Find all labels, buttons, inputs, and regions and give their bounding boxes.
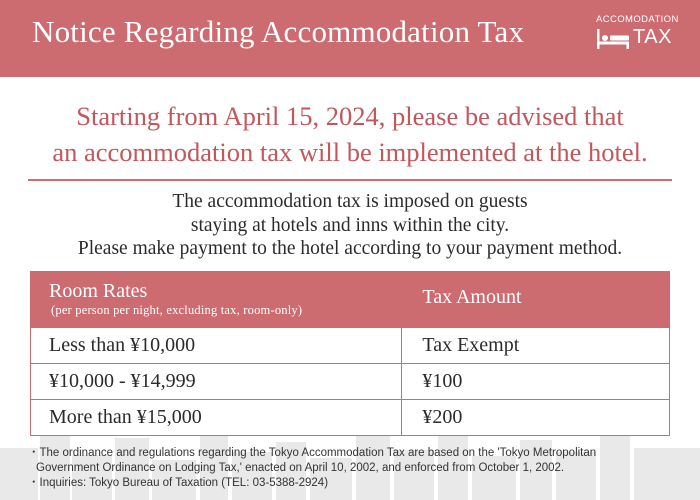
headline-line-2: an accommodation tax will be implemented at the hotel. [52,137,648,167]
room-rates-header-note: (per person per night, excluding tax, room-only) [51,302,303,317]
room-rates-header-label: Room Rates [49,279,148,302]
table-row [31,364,670,400]
accommodation-tax-badge [596,14,679,50]
table-row [31,400,670,436]
intro-line-1: The accommodation tax is imposed on guests [172,191,528,212]
footnote-inquiries: ・Inquiries: Tokyo Bureau of Taxation (TEL: 03-5388-2924) [28,477,329,489]
badge-top-label: ACCOMODATION [596,14,679,25]
footnotes [28,446,688,491]
notice-title: Notice Regarding Accommodation Tax [32,14,525,49]
headline-line-1: Starting from April 15, 2024, please be advised that [76,101,624,131]
tax-rate-table [30,271,670,436]
room-rate-cell: More than ¥15,000 [31,400,402,436]
room-rates-header [31,272,402,328]
table-header-row [31,272,670,328]
bed-icon [596,29,630,49]
intro-line-2: staying at hotels and inns within the city. [190,214,510,236]
tax-amount-cell: Tax Exempt [402,328,670,364]
section-divider [28,179,672,181]
intro-line-3: Please make payment to the hotel according to your payment method. [77,238,623,259]
announcement-headline [0,98,700,170]
intro-paragraph [0,190,700,261]
tax-amount-header: Tax Amount [402,272,670,328]
table-row [31,328,670,364]
tax-amount-cell: ¥200 [402,400,670,436]
room-rate-cell: ¥10,000 - ¥14,999 [31,364,402,400]
footnote-ordinance-line-2: Government Ordinance on Lodging Tax,' enacted on April 10, 2002, and enforced from October 1, 2002. [36,462,565,474]
room-rate-cell: Less than ¥10,000 [31,328,402,364]
footnote-ordinance-line-1: ・The ordinance and regulations regarding the Tokyo Accommodation Tax are based on the 'Tokyo Metropolitan [28,447,597,459]
notice-header-banner [0,0,700,77]
badge-bottom-label: TAX [633,26,672,48]
tax-amount-cell: ¥100 [402,364,670,400]
